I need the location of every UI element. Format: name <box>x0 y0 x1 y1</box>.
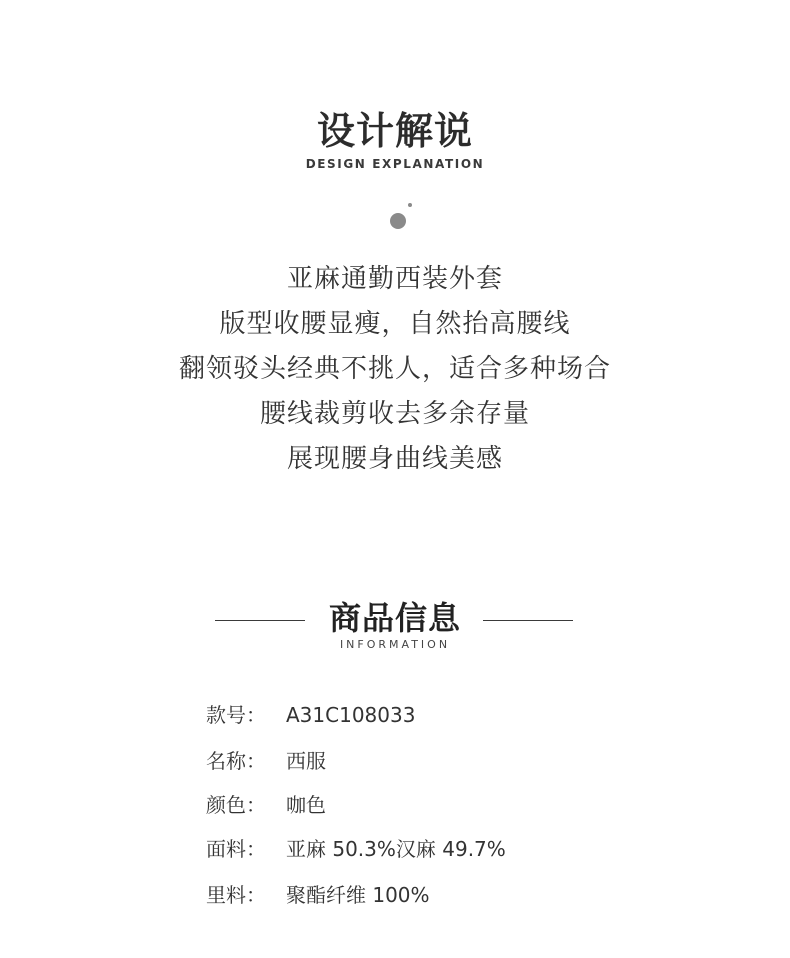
description-line: 展现腰身曲线美感 <box>286 444 503 474</box>
spec-row-lining <box>0 880 790 910</box>
spec-label: 颜色： <box>206 793 266 817</box>
spec-label: 面料： <box>206 837 266 861</box>
spec-value: 聚酯纤维 100% <box>286 883 430 907</box>
spec-row-style-number <box>0 700 790 730</box>
spec-label: 款号： <box>206 703 266 727</box>
spec-value: A31C108033 <box>286 703 416 727</box>
spec-value: 咖色 <box>286 793 326 817</box>
description-line: 翻领驳头经典不挑人，适合多种场合 <box>178 354 611 384</box>
decorative-dot-large <box>390 213 406 229</box>
spec-row-color <box>0 790 790 820</box>
design-subtitle: DESIGN EXPLANATION <box>305 157 485 171</box>
info-title: 商品信息 <box>328 599 461 637</box>
description-line: 版型收腰显瘦，自然抬高腰线 <box>219 309 571 339</box>
spec-value: 亚麻 50.3%汉麻 49.7% <box>286 837 506 861</box>
spec-label: 名称： <box>206 749 266 773</box>
design-title: 设计解说 <box>316 109 473 153</box>
spec-row-fabric <box>0 834 790 864</box>
description-line: 腰线裁剪收去多余存量 <box>259 399 530 429</box>
design-description <box>0 257 790 482</box>
spec-value: 西服 <box>286 749 326 773</box>
description-line: 亚麻通勤西装外套 <box>286 264 503 294</box>
decorative-dot-small <box>408 203 412 207</box>
spec-label: 里料： <box>206 883 266 907</box>
info-subtitle: INFORMATION <box>339 638 451 651</box>
spec-row-name <box>0 746 790 776</box>
